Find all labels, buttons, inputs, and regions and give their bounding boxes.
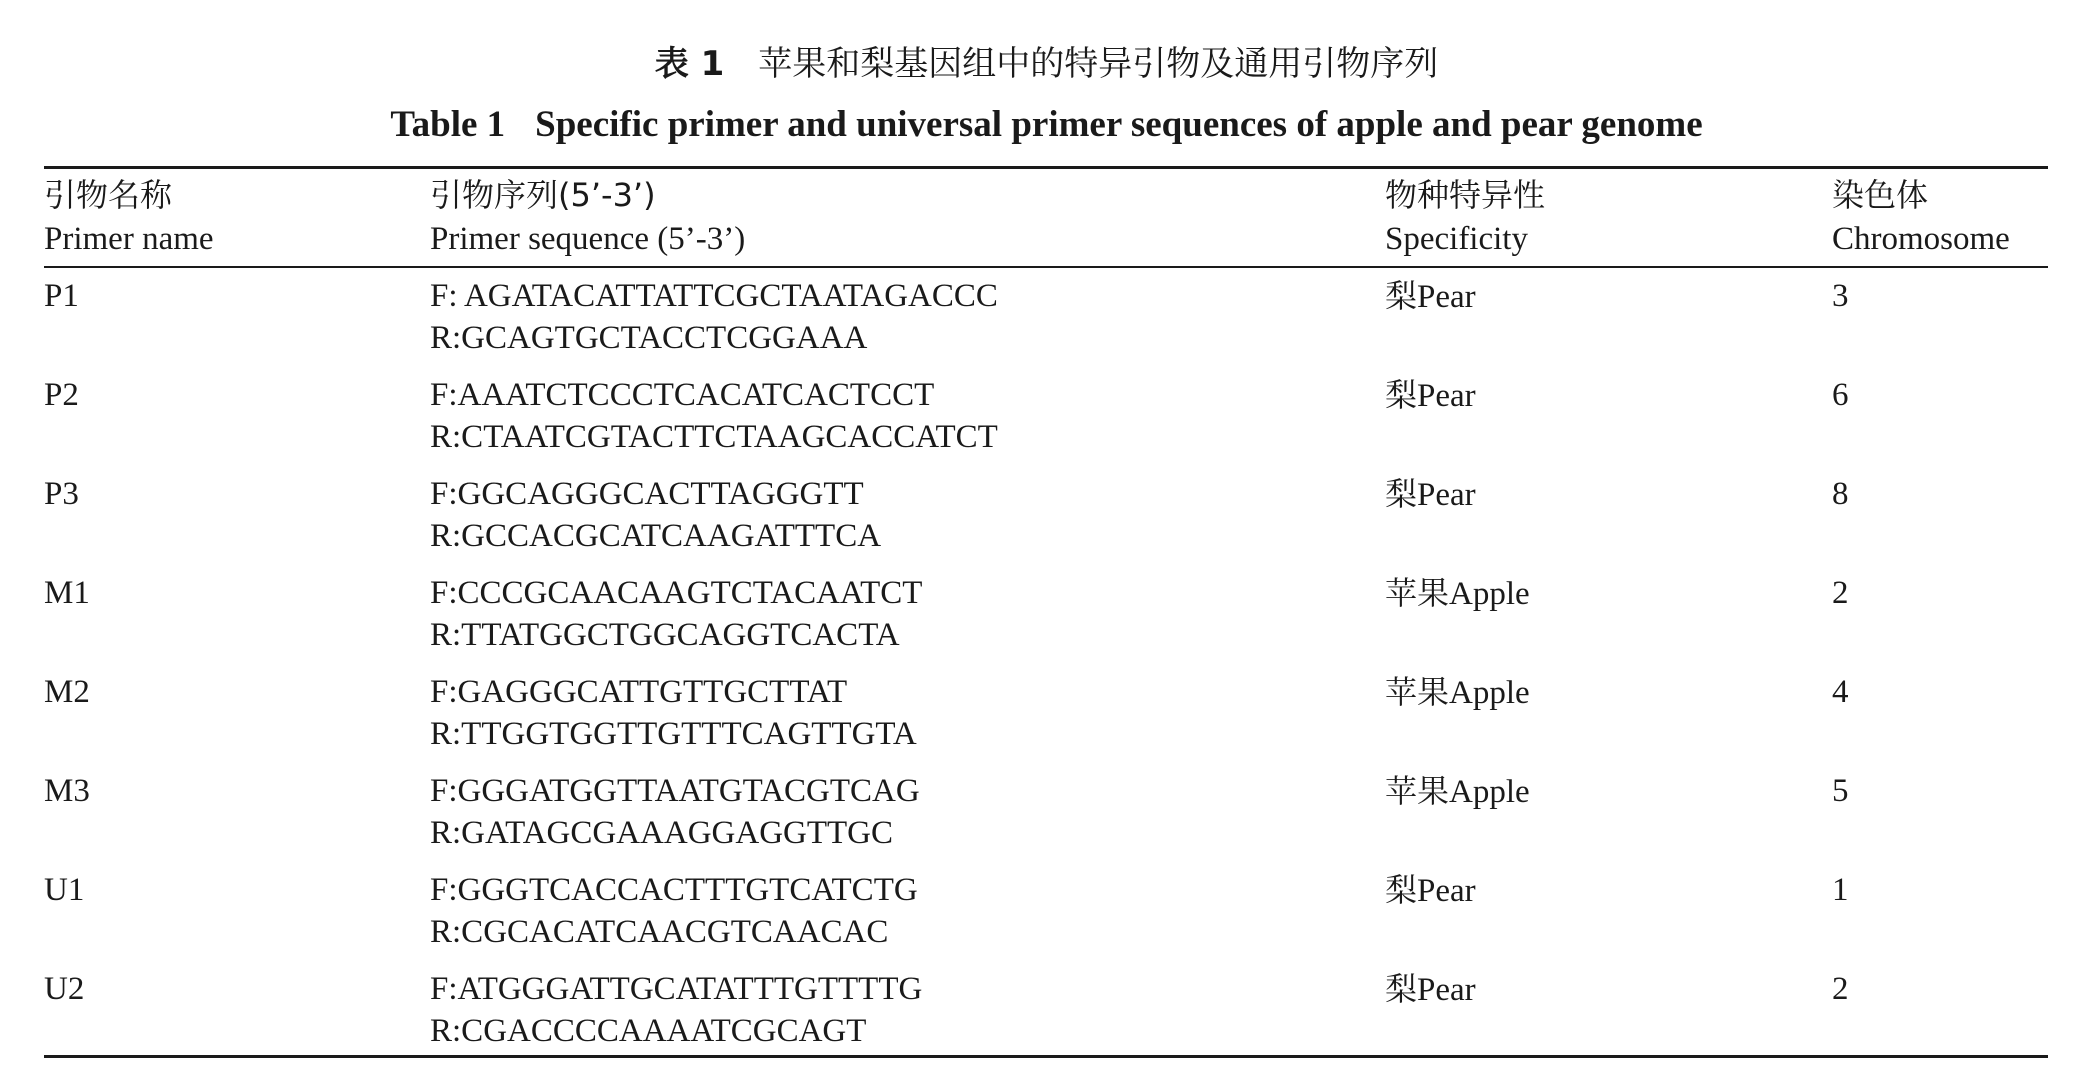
chromosome-number: 8 <box>1832 476 1849 512</box>
table-header-rule <box>44 266 2048 268</box>
species-english: Apple <box>1449 675 1530 711</box>
species-specificity <box>1385 572 1530 615</box>
primer-reverse-sequence: R:CGCACATCAACGTCAACAC <box>430 914 889 950</box>
primer-reverse-sequence: R:GCAGTGCTACCTCGGAAA <box>430 320 868 356</box>
species-english: Pear <box>1417 873 1476 909</box>
primer-name: P1 <box>44 278 79 314</box>
primer-name: U1 <box>44 872 85 908</box>
species-english: Pear <box>1417 279 1476 315</box>
primer-forward-sequence: F:GAGGGCATTGTTGCTTAT <box>430 674 848 710</box>
header-primer-name-en: Primer name <box>44 221 214 257</box>
primer-forward-sequence: F:GGGTCACCACTTTGTCATCTG <box>430 872 918 908</box>
chromosome-number: 5 <box>1832 773 1849 809</box>
primer-forward-sequence: F: AGATACATTATTCGCTAATAGACCC <box>430 278 998 314</box>
species-chinese: 梨 <box>1385 871 1418 909</box>
species-english: Pear <box>1417 378 1476 414</box>
primer-forward-sequence: F:CCCGCAACAAGTCTACAATCT <box>430 575 923 611</box>
header-chromosome-cn: 染色体 <box>1832 176 1929 214</box>
title-english-text: Specific primer and universal primer sequences of apple and pear genome <box>535 104 1703 145</box>
table-top-rule <box>44 166 2048 169</box>
chromosome-number: 4 <box>1832 674 1849 710</box>
chromosome-number: 6 <box>1832 377 1849 413</box>
species-english: Apple <box>1449 774 1530 810</box>
species-specificity <box>1385 374 1476 417</box>
header-primer-name-cn: 引物名称 <box>44 176 173 214</box>
title-english <box>0 100 2093 150</box>
species-chinese: 苹果 <box>1385 574 1450 612</box>
species-chinese: 苹果 <box>1385 673 1450 711</box>
primer-reverse-sequence: R:CTAATCGTACTTCTAAGCACCATCT <box>430 419 998 455</box>
species-specificity <box>1385 968 1476 1011</box>
species-english: Apple <box>1449 576 1530 612</box>
primer-forward-sequence: F:GGCAGGGCACTTAGGGTT <box>430 476 864 512</box>
species-chinese: 梨 <box>1385 277 1418 315</box>
species-chinese: 梨 <box>1385 970 1418 1008</box>
primer-reverse-sequence: R:GCCACGCATCAAGATTTCA <box>430 518 882 554</box>
primer-name: P2 <box>44 377 79 413</box>
species-specificity <box>1385 869 1476 912</box>
header-specificity-cn: 物种特异性 <box>1385 176 1546 214</box>
primer-name: U2 <box>44 971 85 1007</box>
primer-reverse-sequence: R:CGACCCCAAAATCGCAGT <box>430 1013 867 1049</box>
species-specificity <box>1385 671 1530 714</box>
primer-reverse-sequence: R:TTGGTGGTTGTTTCAGTTGTA <box>430 716 917 752</box>
primer-reverse-sequence: R:GATAGCGAAAGGAGGTTGC <box>430 815 894 851</box>
chromosome-number: 2 <box>1832 575 1849 611</box>
chromosome-number: 2 <box>1832 971 1849 1007</box>
table-caption <box>0 38 2093 150</box>
chromosome-number: 1 <box>1832 872 1849 908</box>
species-specificity <box>1385 770 1530 813</box>
species-chinese: 苹果 <box>1385 772 1450 810</box>
species-specificity <box>1385 473 1476 516</box>
header-chromosome-en: Chromosome <box>1832 221 2010 257</box>
species-english: Pear <box>1417 477 1476 513</box>
primer-forward-sequence: F:ATGGGATTGCATATTTGTTTTG <box>430 971 923 1007</box>
primer-name: M1 <box>44 575 90 611</box>
header-primer-sequence-cn: 引物序列(5’-3’) <box>430 176 656 214</box>
primer-name: M2 <box>44 674 90 710</box>
primer-reverse-sequence: R:TTATGGCTGGCAGGTCACTA <box>430 617 900 653</box>
title-chinese-label: 表 1 <box>654 44 725 84</box>
species-chinese: 梨 <box>1385 376 1418 414</box>
chromosome-number: 3 <box>1832 278 1849 314</box>
primer-forward-sequence: F:AAATCTCCCTCACATCACTCCT <box>430 377 935 413</box>
species-specificity <box>1385 275 1476 318</box>
title-chinese <box>0 38 2093 90</box>
primer-name: P3 <box>44 476 79 512</box>
primer-forward-sequence: F:GGGATGGTTAATGTACGTCAG <box>430 773 920 809</box>
title-english-label: Table 1 <box>390 104 506 145</box>
table-bottom-rule <box>44 1055 2048 1058</box>
primer-name: M3 <box>44 773 90 809</box>
species-chinese: 梨 <box>1385 475 1418 513</box>
title-chinese-text: 苹果和梨基因组中的特异引物及通用引物序列 <box>758 44 1439 84</box>
species-english: Pear <box>1417 972 1476 1008</box>
header-specificity-en: Specificity <box>1385 221 1528 257</box>
header-primer-sequence-en: Primer sequence (5’-3’) <box>430 221 746 257</box>
